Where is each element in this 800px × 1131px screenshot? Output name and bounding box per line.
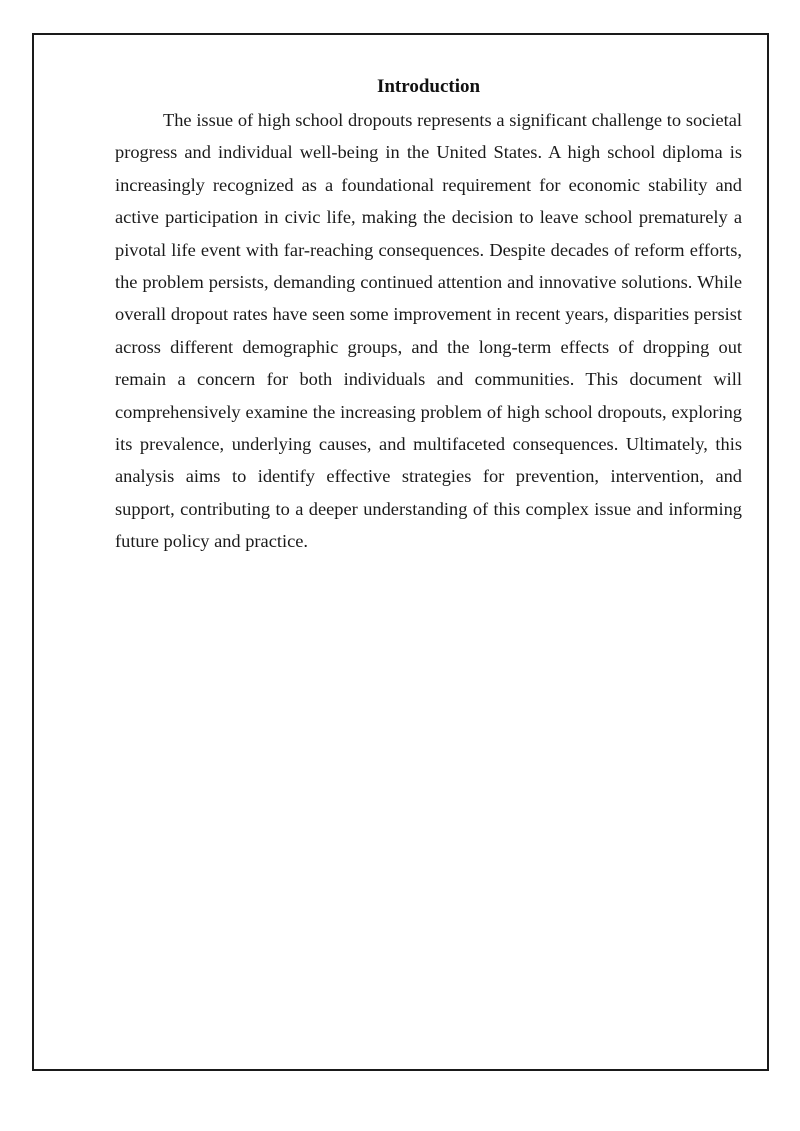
document-content	[115, 74, 742, 558]
body-paragraph: The issue of high school dropouts represents a significant challenge to societal progress and individual well-being in the United States. A high school diploma is increasingly recognized as a foundational requirement for economic stability and active participation in civic life, making the decision to leave school prematurely a pivotal life event with far-reaching consequences. Despite decades of reform efforts, the problem persists, demanding continued attention and innovative solutions. While overall dropout rates have seen some improvement in recent years, disparities persist across different demographic groups, and the long-term effects of dropping out remain a concern for both individuals and communities. This document will comprehensively examine the increasing problem of high school dropouts, exploring its prevalence, underlying causes, and multifaceted consequences. Ultimately, this analysis aims to identify effective strategies for prevention, intervention, and support, contributing to a deeper understanding of this complex issue and informing future policy and practice.	[115, 110, 742, 552]
section-heading: Introduction	[376, 76, 481, 97]
